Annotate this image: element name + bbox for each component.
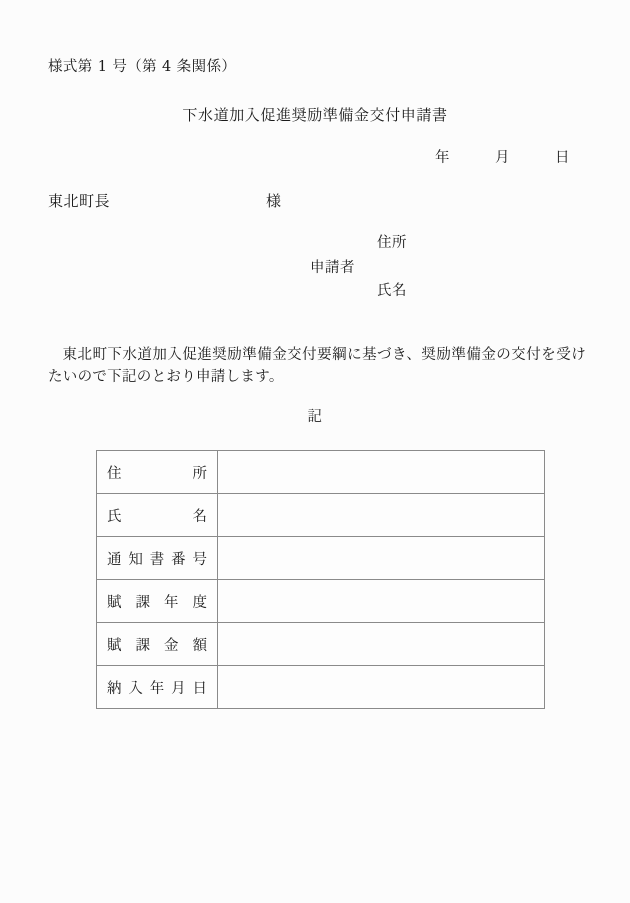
row-label-address: 住所 [97, 451, 218, 494]
date-line: 年 月 日 [435, 150, 570, 166]
row-label-name: 氏名 [97, 494, 218, 537]
row-value-levy-year[interactable] [218, 580, 545, 623]
document-title: 下水道加入促進奨励準備金交付申請書 [182, 106, 448, 124]
table-row [97, 494, 545, 537]
applicant-address-label: 住所 [377, 235, 407, 251]
table-row [97, 580, 545, 623]
row-value-name[interactable] [218, 494, 545, 537]
table-row [97, 451, 545, 494]
row-label-levy-amount: 賦課金額 [97, 623, 218, 666]
table-body [97, 451, 545, 709]
row-label-levy-year: 賦課年度 [97, 580, 218, 623]
row-value-address[interactable] [218, 451, 545, 494]
applicant-label: 申請者 [310, 260, 355, 276]
addressee-honorific: 様 [266, 192, 282, 210]
row-value-notice-number[interactable] [218, 537, 545, 580]
ki-marker: 記 [307, 409, 323, 425]
table-row [97, 623, 545, 666]
applicant-name-label: 氏名 [377, 283, 407, 299]
row-label-notice-number: 通知書番号 [97, 537, 218, 580]
row-value-levy-amount[interactable] [218, 623, 545, 666]
row-value-payment-date[interactable] [218, 666, 545, 709]
table-row [97, 537, 545, 580]
addressee-name: 東北町長 [48, 192, 111, 210]
form-number: 様式第 1 号（第 4 条関係） [48, 59, 237, 75]
row-label-payment-date: 納入年月日 [97, 666, 218, 709]
body-paragraph: 東北町下水道加入促進奨励準備金交付要綱に基づき、奨励準備金の交付を受けたいので下記のとおり申請します。 [48, 347, 586, 386]
application-details-table [96, 450, 545, 709]
table-row [97, 666, 545, 709]
